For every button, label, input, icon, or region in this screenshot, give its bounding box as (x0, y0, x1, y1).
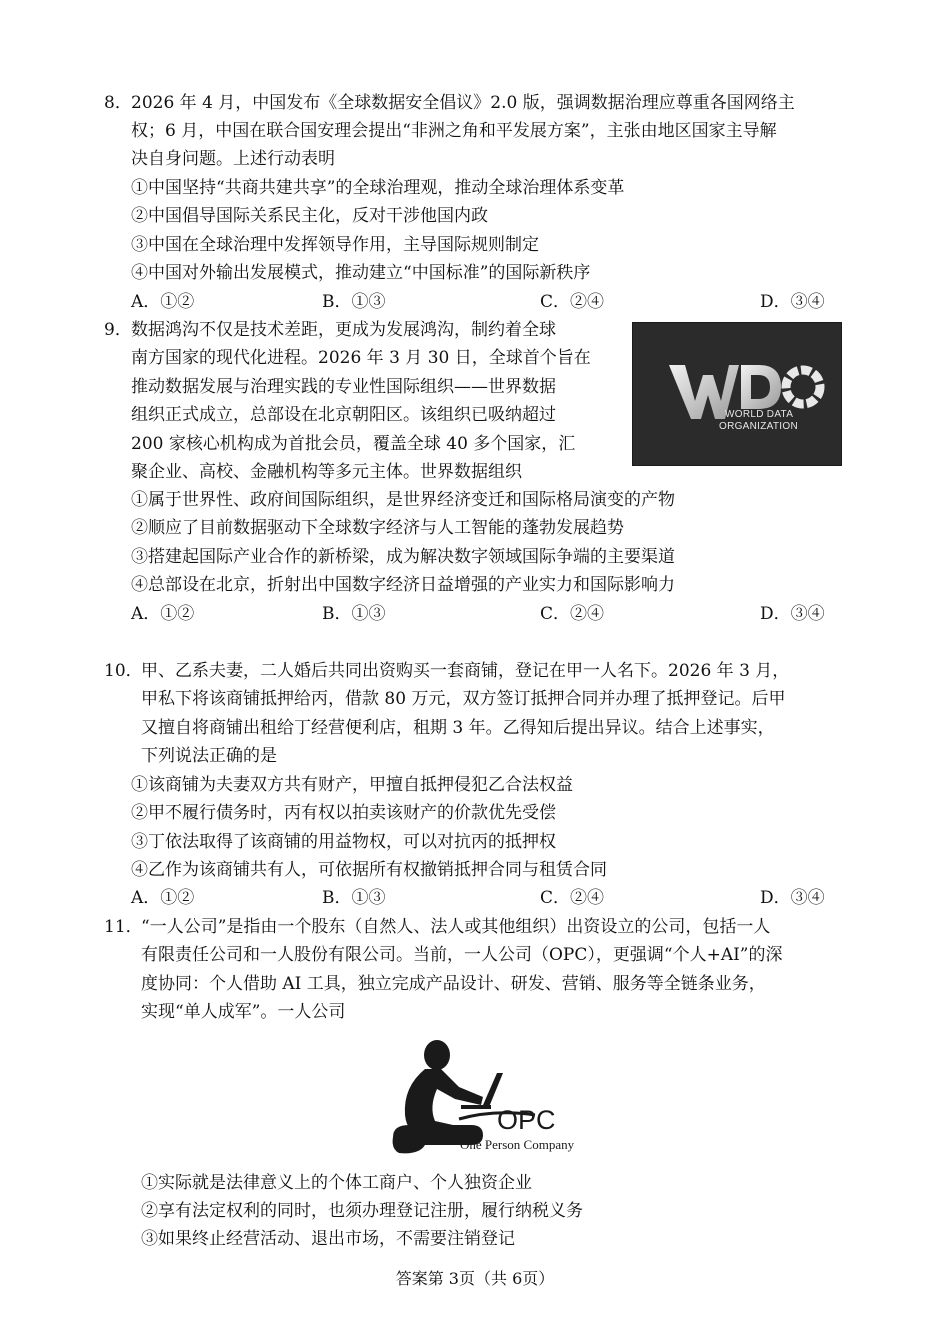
question-text-line: 决自身问题。上述行动表明 (131, 149, 335, 169)
question-number: 11． (104, 917, 143, 937)
statement-item: ①属于世界性、政府间国际组织，是世界经济变迁和国际格局演变的产物 (131, 490, 675, 510)
option-b: B．①③ (322, 604, 386, 624)
statement-item: ②甲不履行债务时，丙有权以拍卖该财产的价款优先受偿 (131, 803, 556, 823)
question-text-line: 甲、乙系夫妻，二人婚后共同出资购买一套商铺，登记在甲一人名下。2026 年 3 月， (141, 661, 790, 681)
option-d: D．③④ (760, 888, 825, 908)
question-text-line: 数据鸿沟不仅是技术差距，更成为发展鸿沟，制约着全球 (131, 320, 556, 340)
option-c: C．②④ (540, 292, 605, 312)
option-b: B．①③ (322, 292, 386, 312)
question-number: 8． (104, 93, 132, 113)
option-c: C．②④ (540, 604, 605, 624)
statement-item: ③如果终止经营活动、退出市场，不需要注销登记 (141, 1229, 515, 1249)
option-d: D．③④ (760, 604, 825, 624)
statement-item: ③丁依法取得了该商铺的用益物权，可以对抗丙的抵押权 (131, 832, 556, 852)
question-text-line: 度协同：个人借助 AI 工具，独立完成产品设计、研发、营销、服务等全链条业务， (141, 974, 766, 994)
question-text-line: 南方国家的现代化进程。2026 年 3 月 30 日，全球首个旨在 (131, 348, 591, 368)
question-text-line: “一人公司”是指由一个股东（自然人、法人或其他组织）出资设立的公司，包括一人 (141, 917, 771, 937)
statement-item: ③搭建起国际产业合作的新桥梁，成为解决数字领域国际争端的主要渠道 (131, 547, 675, 567)
statement-item: ①该商铺为夫妻双方共有财产，甲擅自抵押侵犯乙合法权益 (131, 775, 573, 795)
opc-logo (385, 1037, 595, 1159)
question-text-line: 实现“单人成军”。一人公司 (141, 1002, 346, 1022)
option-a: A．①② (131, 888, 195, 908)
question-text-line: 2026 年 4 月，中国发布《全球数据安全倡议》2.0 版，强调数据治理应尊重各国网络主 (131, 93, 795, 113)
question-text-line: 甲私下将该商铺抵押给丙，借款 80 万元，双方签订抵押合同并办理了抵押登记。后甲 (141, 689, 786, 709)
opc-logo-mark: OPC (497, 1105, 556, 1135)
statement-item: ②享有法定权利的同时，也须办理登记注册，履行纳税义务 (141, 1201, 583, 1221)
question-number: 10． (104, 661, 143, 681)
question-text-line: 有限责任公司和一人股份有限公司。当前，一人公司（OPC），更强调“个人+AI”的深 (141, 945, 783, 965)
option-a: A．①② (131, 604, 195, 624)
world-data-organization-logo (632, 322, 842, 466)
option-b: B．①③ (322, 888, 386, 908)
question-text-line: 200 家核心机构成为首批会员，覆盖全球 40 多个国家，汇 (131, 434, 576, 454)
question-text-line: 组织正式成立，总部设在北京朝阳区。该组织已吸纳超过 (131, 405, 556, 425)
question-text-line: 权；6 月，中国在联合国安理会提出“非洲之角和平发展方案”，主张由地区国家主导解 (131, 121, 777, 141)
option-a: A．①② (131, 292, 195, 312)
statement-item: ④中国对外输出发展模式，推动建立“中国标准”的国际新秩序 (131, 263, 591, 283)
question-text-line: 聚企业、高校、金融机构等多元主体。世界数据组织 (131, 462, 522, 482)
statement-item: ②顺应了目前数据驱动下全球数字经济与人工智能的蓬勃发展趋势 (131, 518, 624, 538)
statement-item: ②中国倡导国际关系民主化，反对干涉他国内政 (131, 206, 488, 226)
option-d: D．③④ (760, 292, 825, 312)
question-text-line: 下列说法正确的是 (141, 746, 277, 766)
logo-text-line2: ORGANIZATION (719, 421, 798, 432)
option-c: C．②④ (540, 888, 605, 908)
statement-item: ④总部设在北京，折射出中国数字经济日益增强的产业实力和国际影响力 (131, 575, 675, 595)
logo-text-line1: WORLD DATA (725, 409, 794, 420)
statement-item: ①中国坚持“共商共建共享”的全球治理观，推动全球治理体系变革 (131, 178, 625, 198)
question-text-line: 又擅自将商铺出租给丁经营便利店，租期 3 年。乙得知后提出异议。结合上述事实， (141, 718, 775, 738)
question-number: 9． (104, 320, 132, 340)
statement-item: ①实际就是法律意义上的个体工商户、个人独资企业 (141, 1173, 532, 1193)
page-footer: 答案第 3页（共 6页） (395, 1269, 555, 1288)
statement-item: ③中国在全球治理中发挥领导作用，主导国际规则制定 (131, 235, 539, 255)
opc-logo-subtitle: One Person Company (460, 1137, 575, 1152)
statement-item: ④乙作为该商铺共有人，可依据所有权撤销抵押合同与租赁合同 (131, 860, 607, 880)
question-text-line: 推动数据发展与治理实践的专业性国际组织——世界数据 (131, 377, 556, 397)
